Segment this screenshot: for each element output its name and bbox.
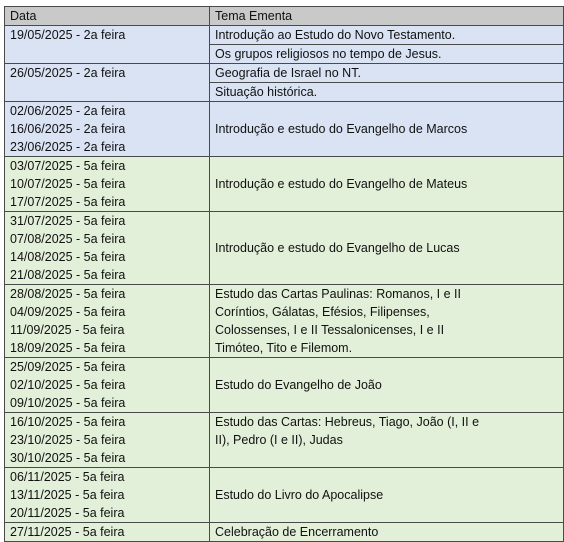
- table-row: [5, 413, 564, 468]
- date-line: 19/05/2025 - 2a feira: [10, 28, 126, 42]
- table-row: [5, 64, 564, 83]
- date-line: 04/09/2025 - 5a feira: [10, 305, 126, 319]
- topic-line: II), Pedro (I e II), Judas: [215, 433, 343, 447]
- table-row: [5, 468, 564, 523]
- header-date: Data: [5, 7, 210, 26]
- date-line: 11/09/2025 - 5a feira: [10, 323, 125, 337]
- header-topic: Tema Ementa: [210, 7, 564, 26]
- date-line: 02/06/2025 - 2a feira: [10, 104, 126, 118]
- date-line: 27/11/2025 - 5a feira: [10, 525, 125, 539]
- date-line: 21/08/2025 - 5a feira: [10, 268, 126, 282]
- table-row: [5, 285, 564, 358]
- topic-cell: Estudo do Evangelho de João: [210, 358, 564, 413]
- date-cell: [5, 26, 210, 64]
- topic-cell: Estudo do Livro do Apocalipse: [210, 468, 564, 523]
- date-line: 23/06/2025 - 2a feira: [10, 140, 126, 154]
- date-line: 17/07/2025 - 5a feira: [10, 195, 126, 209]
- date-cell: [5, 285, 210, 358]
- topic-cell: [210, 285, 564, 358]
- date-line: 28/08/2025 - 5a feira: [10, 287, 126, 301]
- topic-cell: Os grupos religiosos no tempo de Jesus.: [210, 45, 564, 64]
- topic-cell: [210, 413, 564, 468]
- date-cell: [5, 358, 210, 413]
- date-line: 18/09/2025 - 5a feira: [10, 341, 126, 355]
- date-line: 13/11/2025 - 5a feira: [10, 488, 125, 502]
- table-row: [5, 26, 564, 45]
- date-cell: [5, 157, 210, 212]
- table-row: [5, 102, 564, 157]
- topic-line: Estudo das Cartas: Hebreus, Tiago, João (I, II e: [215, 415, 480, 429]
- topic-line: Coríntios, Gálatas, Efésios, Filipenses,: [215, 305, 430, 319]
- date-cell: [5, 523, 210, 542]
- topic-cell: Situação histórica.: [210, 83, 564, 102]
- date-line: 25/09/2025 - 5a feira: [10, 360, 126, 374]
- date-line: 16/10/2025 - 5a feira: [10, 415, 126, 429]
- date-line: 16/06/2025 - 2a feira: [10, 122, 126, 136]
- date-line: 06/11/2025 - 5a feira: [10, 470, 125, 484]
- topic-cell: Celebração de Encerramento: [210, 523, 564, 542]
- syllabus-table: [4, 6, 564, 542]
- header-row: [5, 7, 564, 26]
- date-cell: [5, 212, 210, 285]
- topic-line: Estudo das Cartas Paulinas: Romanos, I e II: [215, 287, 461, 301]
- table-row: [5, 157, 564, 212]
- table-row: [5, 358, 564, 413]
- date-line: 20/11/2025 - 5a feira: [10, 506, 125, 520]
- date-cell: [5, 64, 210, 102]
- date-line: 31/07/2025 - 5a feira: [10, 214, 126, 228]
- date-cell: [5, 413, 210, 468]
- date-line: 14/08/2025 - 5a feira: [10, 250, 126, 264]
- date-line: 10/07/2025 - 5a feira: [10, 177, 126, 191]
- date-line: 30/10/2025 - 5a feira: [10, 451, 126, 465]
- date-line: 23/10/2025 - 5a feira: [10, 433, 126, 447]
- topic-cell: Introdução ao Estudo do Novo Testamento.: [210, 26, 564, 45]
- date-line: 02/10/2025 - 5a feira: [10, 378, 126, 392]
- topic-line: Colossenses, I e II Tessalonicenses, I e II: [215, 323, 445, 337]
- topic-cell: Introdução e estudo do Evangelho de Mateus: [210, 157, 564, 212]
- topic-cell: Introdução e estudo do Evangelho de Marcos: [210, 102, 564, 157]
- date-cell: [5, 468, 210, 523]
- date-cell: [5, 102, 210, 157]
- date-line: 26/05/2025 - 2a feira: [10, 66, 126, 80]
- topic-cell: Geografia de Israel no NT.: [210, 64, 564, 83]
- table-row: [5, 212, 564, 285]
- topic-cell: Introdução e estudo do Evangelho de Lucas: [210, 212, 564, 285]
- date-line: 03/07/2025 - 5a feira: [10, 159, 126, 173]
- date-line: 07/08/2025 - 5a feira: [10, 232, 126, 246]
- date-line: 09/10/2025 - 5a feira: [10, 396, 126, 410]
- topic-line: Timóteo, Tito e Filemom.: [215, 341, 353, 355]
- table-row: [5, 523, 564, 542]
